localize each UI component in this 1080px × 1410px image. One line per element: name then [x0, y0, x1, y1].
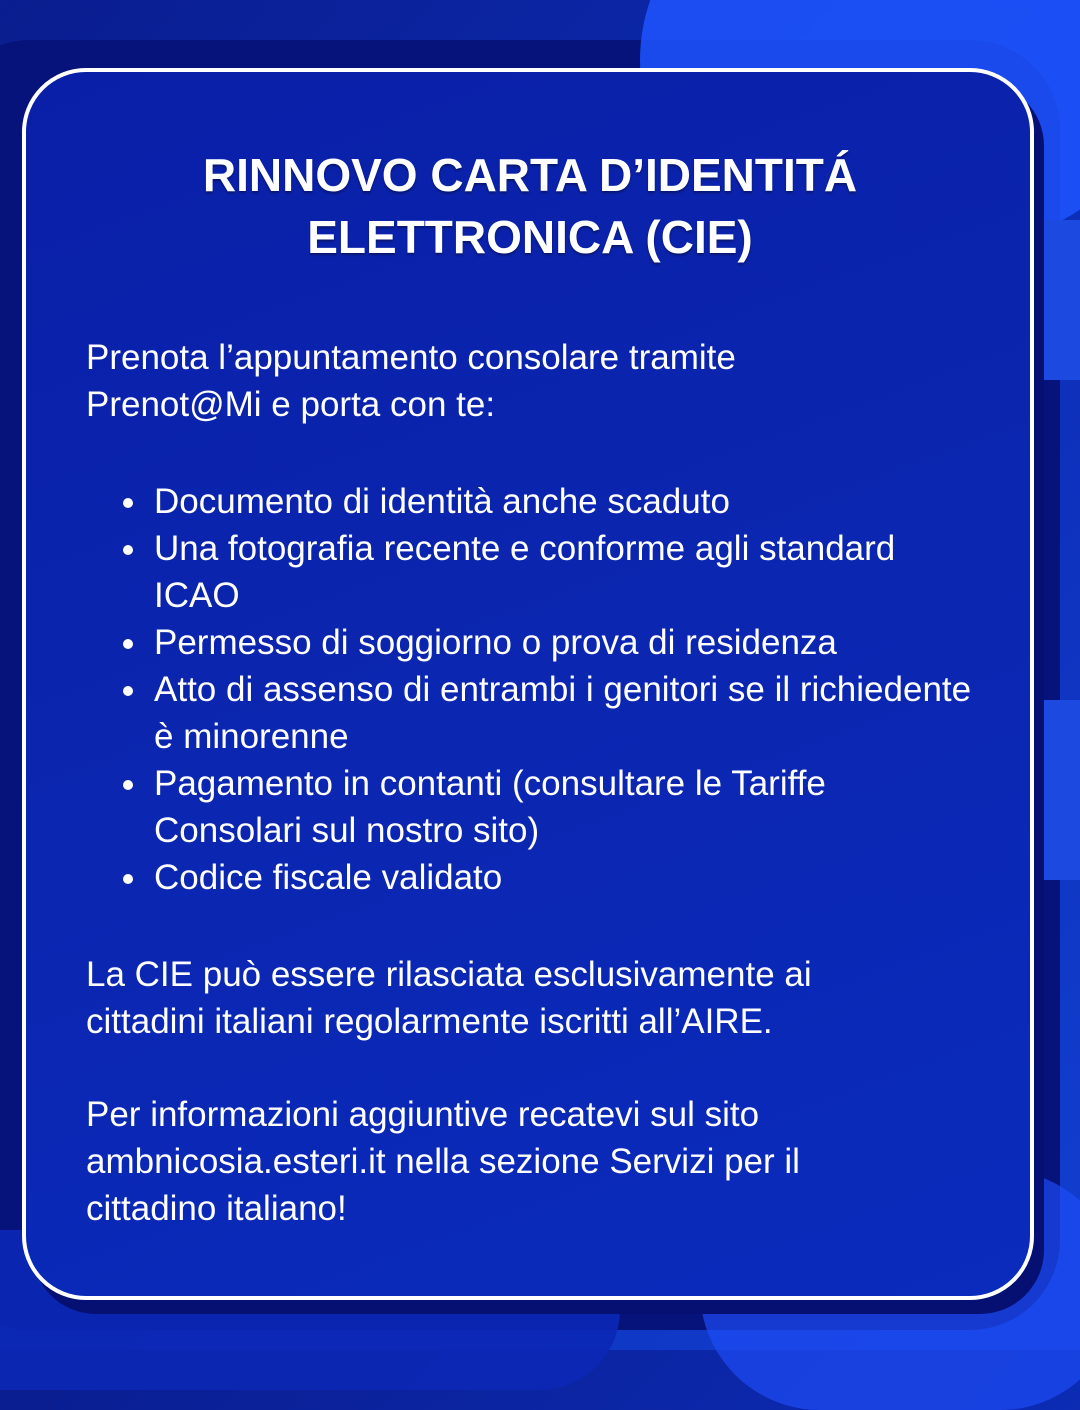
bullet-icon — [123, 498, 133, 508]
bullet-icon — [123, 545, 133, 555]
bullet-icon — [123, 874, 133, 884]
page-title — [86, 144, 974, 268]
list-item — [154, 854, 974, 901]
list-item-text: Atto di assenso di entrambi i genitori se il richiedente è minorenne — [154, 670, 972, 756]
list-item-text: Documento di identità anche scaduto — [154, 482, 730, 521]
requirements-list — [86, 478, 974, 901]
list-item — [154, 666, 974, 760]
list-item-text: Codice fiscale validato — [154, 858, 503, 897]
list-item — [154, 478, 974, 525]
eligibility-line: La CIE può essere rilasciata esclusivamente ai — [86, 955, 812, 994]
intro-text — [86, 334, 974, 428]
info-line: Per informazioni aggiuntive recatevi sul sito — [86, 1095, 760, 1134]
background-strip — [1040, 700, 1080, 880]
intro-line: Prenota l’appuntamento consolare tramite — [86, 338, 736, 377]
title-line: ELETTRONICA (CIE) — [307, 211, 753, 263]
info-line: cittadino italiano! — [86, 1189, 347, 1228]
info-text — [86, 1091, 974, 1232]
background-strip — [1040, 220, 1080, 380]
intro-line: Prenot@Mi e porta con te: — [86, 385, 496, 424]
info-card — [22, 68, 1034, 1300]
info-line: ambnicosia.esteri.it nella sezione Servizi per il — [86, 1142, 800, 1181]
list-item-text: Pagamento in contanti (consultare le Tariffe Consolari sul nostro sito) — [154, 764, 826, 850]
list-item-text: Una fotografia recente e conforme agli standard ICAO — [154, 529, 896, 615]
list-item — [154, 619, 974, 666]
bullet-icon — [123, 639, 133, 649]
title-line: RINNOVO CARTA D’IDENTITÁ — [202, 149, 858, 201]
list-item — [154, 525, 974, 619]
eligibility-text — [86, 951, 974, 1045]
list-item-text: Permesso di soggiorno o prova di residenza — [154, 623, 837, 662]
eligibility-line: cittadini italiani regolarmente iscritti all’AIRE. — [86, 1002, 773, 1041]
bullet-icon — [123, 780, 133, 790]
list-item — [154, 760, 974, 854]
bullet-icon — [123, 686, 133, 696]
